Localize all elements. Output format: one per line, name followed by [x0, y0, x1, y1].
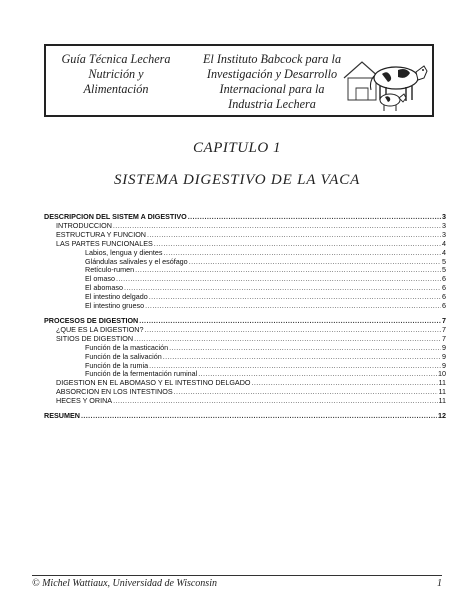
table-of-contents [44, 213, 446, 421]
toc-page-number: 3 [442, 212, 446, 221]
toc-entry-label: SITIOS DE DIGESTION [56, 333, 134, 343]
toc-page-number: 6 [442, 274, 446, 284]
header-left-line-2: Nutrición y [88, 67, 144, 81]
toc-page-number: 6 [442, 301, 446, 311]
toc-entry-label: Función de la fermentación ruminal [85, 369, 198, 379]
header-box [44, 44, 434, 117]
header-left-text [52, 52, 180, 97]
toc-leader-dots [81, 412, 437, 421]
toc-entry-label: INTRODUCCION [56, 220, 112, 230]
chapter-number: CAPITULO 1 [193, 140, 281, 156]
toc-entry-label: Función de la masticación [85, 342, 169, 352]
toc-entry-row[interactable] [44, 397, 446, 406]
toc-entry-label: El omaso [85, 274, 115, 284]
toc-leader-dots [113, 397, 437, 406]
toc-entry-label: RESUMEN [44, 411, 80, 421]
toc-page-number: 5 [442, 256, 446, 266]
toc-entry-label: DESCRIPCION DEL SISTEM A DIGESTIVO [44, 212, 187, 221]
toc-leader-dots [134, 335, 441, 344]
footer-copyright: © Michel Wattiaux, Universidad de Wisconsin [32, 578, 217, 589]
toc-page-number: 9 [442, 342, 446, 352]
toc-entry-label: ¿QUE ES LA DIGESTION? [56, 324, 144, 334]
toc-entry-label: El intestino delgado [85, 292, 148, 302]
toc-leader-dots [113, 222, 441, 231]
toc-page-number: 10 [438, 369, 446, 379]
page-number: 1 [437, 578, 442, 589]
toc-page-number: 3 [442, 220, 446, 230]
toc-entry-label: Función de la rumia [85, 360, 149, 370]
toc-page-number: 4 [442, 247, 446, 257]
toc-entry-label: LAS PARTES FUNCIONALES [56, 238, 153, 248]
header-left-line-3: Alimentación [83, 82, 149, 96]
cow-illustration-icon [338, 48, 428, 112]
toc-leader-dots [145, 302, 441, 311]
toc-page-number: 7 [442, 315, 446, 325]
toc-entry-label: DIGESTION EN EL ABOMASO Y EL INTESTINO DELGADO [56, 378, 251, 388]
toc-leader-dots [188, 213, 441, 222]
chapter-title: SISTEMA DIGESTIVO DE LA VACA [113, 172, 361, 188]
toc-page-number: 4 [442, 238, 446, 248]
toc-leader-dots [163, 353, 441, 362]
header-right-line-2: Investigación y Desarrollo [206, 67, 338, 81]
header-right-line-3: Internacional para la [219, 82, 325, 96]
toc-page-number: 11 [438, 378, 446, 388]
toc-page-number: 12 [438, 411, 446, 421]
toc-entry-label: Función de la salivación [85, 351, 162, 361]
toc-leader-dots [169, 344, 441, 353]
toc-leader-dots [164, 249, 441, 258]
toc-page-number: 3 [442, 229, 446, 239]
header-right-line-4: Industria Lechera [228, 97, 316, 111]
toc-leader-dots [149, 293, 441, 302]
toc-entry-label: PROCESOS DE DIGESTION [44, 315, 139, 325]
toc-leader-dots [252, 379, 438, 388]
toc-entry-label: El abomaso [85, 283, 123, 293]
toc-entry-row[interactable] [44, 302, 446, 311]
toc-entry-label: Retículo-rumen [85, 265, 135, 275]
toc-entry-label: El intestino grueso [85, 301, 145, 311]
toc-leader-dots [116, 275, 441, 284]
toc-leader-dots [174, 388, 438, 397]
toc-page-number: 9 [442, 360, 446, 370]
toc-page-number: 7 [442, 324, 446, 334]
toc-page-number: 6 [442, 283, 446, 293]
toc-leader-dots [135, 266, 441, 275]
toc-page-number: 5 [442, 265, 446, 275]
toc-entry-label: ABSORCION EN LOS INTESTINOS [56, 387, 173, 397]
header-right-line-1: El Instituto Babcock para la [202, 52, 342, 66]
toc-leader-dots [154, 240, 441, 249]
toc-entry-label: HECES Y ORINA [56, 396, 113, 406]
toc-entry-label: ESTRUCTURA Y FUNCION [56, 229, 146, 239]
footer-divider [32, 575, 442, 576]
toc-section-row[interactable] [44, 412, 446, 421]
toc-page-number: 11 [438, 396, 446, 406]
toc-leader-dots [147, 231, 441, 240]
toc-entry-label: Glándulas salivales y el esófago [85, 256, 188, 266]
toc-leader-dots [124, 284, 441, 293]
toc-entry-label: Labios, lengua y dientes [85, 247, 163, 257]
toc-leader-dots [189, 258, 441, 267]
header-left-line-1: Guía Técnica Lechera [61, 52, 171, 66]
toc-leader-dots [144, 326, 441, 335]
toc-page-number: 9 [442, 351, 446, 361]
toc-page-number: 6 [442, 292, 446, 302]
toc-page-number: 11 [438, 387, 446, 397]
toc-page-number: 7 [442, 333, 446, 343]
toc-leader-dots [139, 317, 441, 326]
